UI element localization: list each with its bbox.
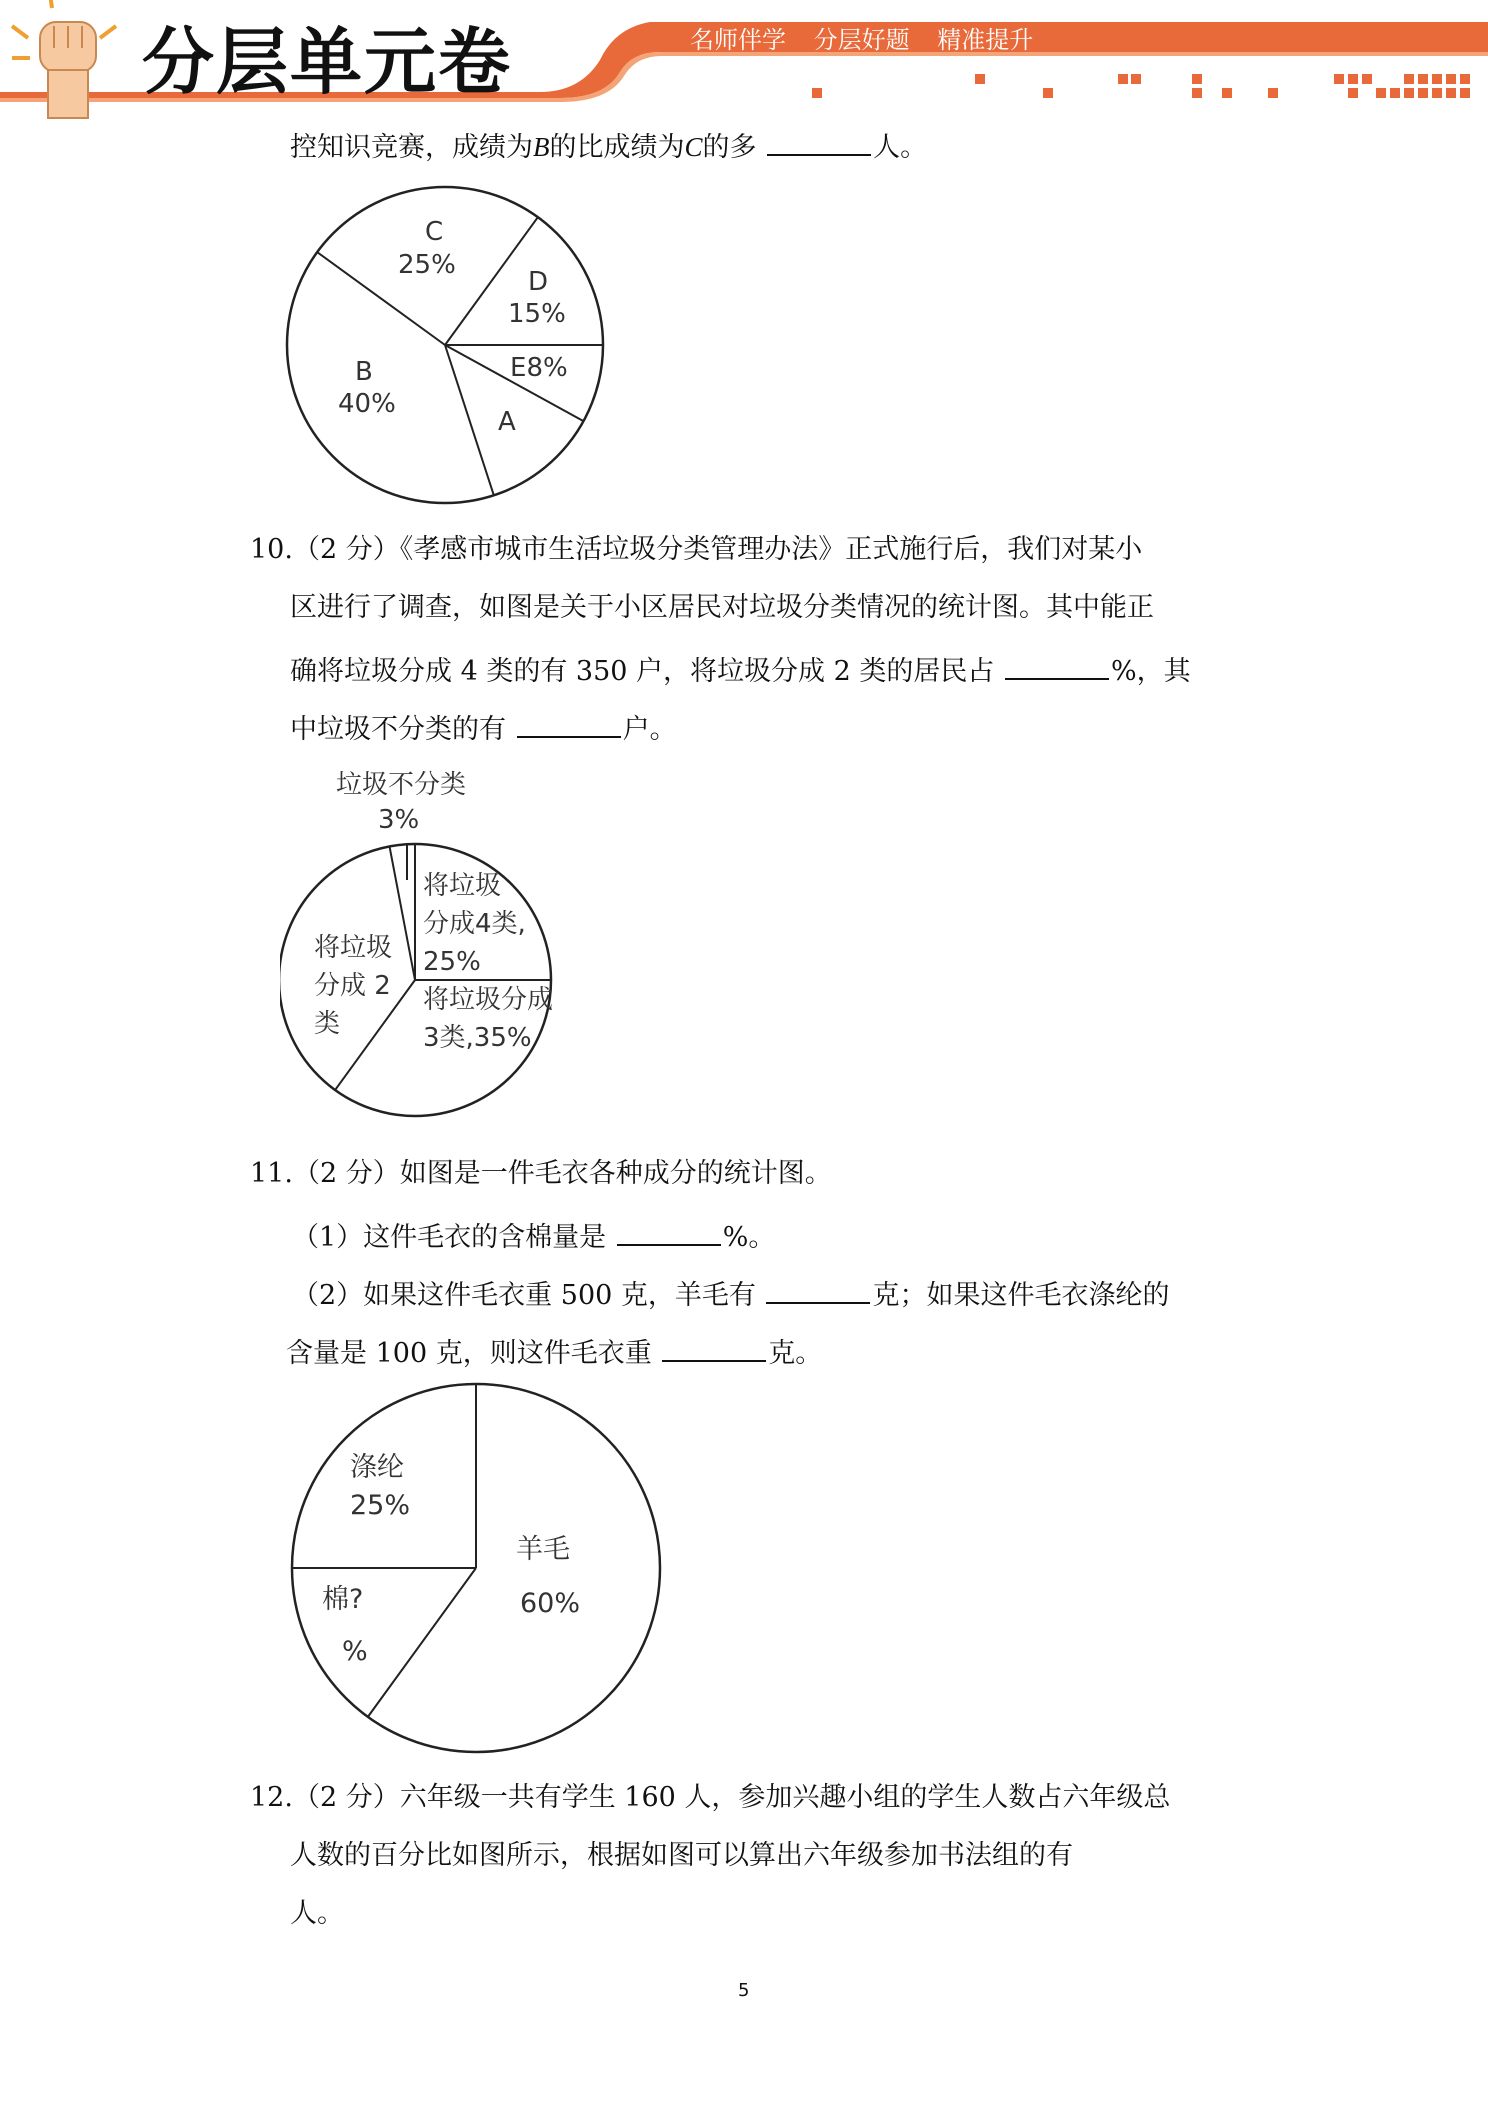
q11-answer-blank-2[interactable] — [766, 1276, 870, 1304]
pie3-label-polyester: 涤纶 — [350, 1452, 404, 1483]
q12-line2: 人数的百分比如图所示，根据如图可以算出六年级参加书法组的有 — [290, 1840, 1073, 1871]
pie2-label-4types-1: 将垃圾 — [423, 871, 502, 901]
q11-answer-blank-1[interactable] — [617, 1218, 721, 1246]
pie2-label-3types-2: 3类,35% — [423, 1023, 532, 1053]
pie2-label-4types-2: 分成4类, — [423, 909, 526, 939]
pie2-label-3types-1: 将垃圾分成 — [423, 985, 554, 1015]
q10-answer-blank-2[interactable] — [517, 710, 621, 738]
q10-line1: 10.（2 分）《孝感市城市生活垃圾分类管理办法》正式施行后，我们对某小 — [250, 534, 1143, 565]
q11-line3-b: 克；如果这件毛衣涤纶的 — [872, 1280, 1170, 1311]
q10-line3-b: %，其 — [1110, 656, 1191, 687]
q11-answer-blank-3[interactable] — [662, 1334, 766, 1362]
q10-line2: 区进行了调查，如图是关于小区居民对垃圾分类情况的统计图。其中能正 — [290, 592, 1154, 623]
q9-var-b: B — [533, 132, 550, 162]
pie2-value-nosort: 3% — [378, 805, 420, 835]
q11-line4 — [286, 1334, 822, 1367]
pie1-value-c: 25% — [398, 250, 456, 280]
pie-chart-grades — [280, 180, 620, 520]
pie3-slice-divider-1 — [368, 1568, 476, 1717]
pie3-value-wool: 60% — [520, 1588, 581, 1619]
pie1-value-b: 40% — [338, 389, 396, 419]
pie1-value-d: 15% — [508, 299, 566, 329]
q9-tail-line — [290, 128, 927, 161]
pie2-label-2types-3: 类 — [314, 1009, 341, 1039]
q10-line4-b: 户。 — [622, 714, 677, 745]
q10-line3 — [290, 652, 1191, 685]
q10-line4-a: 中垃圾不分类的有 — [290, 714, 506, 745]
q9-text-a: 控知识竞赛，成绩为 — [290, 132, 533, 163]
pie-chart-garbage — [280, 760, 600, 1130]
page-header — [0, 0, 1488, 130]
pie1-label-c: C — [425, 217, 444, 247]
header-title: 分层单元卷 — [142, 20, 513, 104]
pie3-value-cotton: % — [342, 1636, 368, 1667]
pie1-label-e: E8% — [510, 353, 568, 383]
pie3-label-wool: 羊毛 — [516, 1534, 570, 1565]
q11-line1: 11.（2 分）如图是一件毛衣各种成分的统计图。 — [250, 1158, 832, 1189]
pie3-label-cotton: 棉? — [322, 1584, 364, 1615]
q9-text-c: 的多 — [702, 132, 757, 163]
pie2-label-4types-3: 25% — [423, 947, 481, 977]
q11-line3 — [292, 1276, 1169, 1309]
q10-answer-blank-1[interactable] — [1005, 652, 1109, 680]
q9-text-d: 人。 — [873, 132, 928, 163]
q12-line1: 12.（2 分）六年级一共有学生 160 人，参加兴趣小组的学生人数占六年级总 — [250, 1782, 1171, 1813]
q11-line4-b: 克。 — [768, 1338, 823, 1369]
q11-line4-a: 含量是 100 克，则这件毛衣重 — [286, 1338, 652, 1369]
pie-chart-sweater — [280, 1380, 670, 1760]
q9-var-c: C — [684, 132, 703, 162]
q9-text-b: 的比成绩为 — [549, 132, 685, 163]
q11-line2-a: （1）这件毛衣的含棉量是 — [292, 1222, 607, 1253]
header-slogan: 名师伴学 分层好题 精准提升 — [690, 26, 1034, 54]
q10-line3-a: 确将垃圾分成 4 类的有 350 户，将垃圾分成 2 类的居民占 — [290, 656, 995, 687]
q10-line4 — [290, 710, 677, 743]
q11-line2-b: %。 — [722, 1222, 776, 1253]
pie2-slice-divider-0 — [390, 846, 415, 980]
q12-line3: 人。 — [290, 1898, 344, 1929]
pie1-label-b: B — [355, 357, 373, 387]
pie3-value-polyester: 25% — [350, 1490, 411, 1521]
q11-line2 — [292, 1218, 775, 1251]
pie2-label-2types-2: 分成 2 — [314, 971, 391, 1001]
page-number: 5 — [738, 1980, 750, 2001]
header-decor-squares — [812, 74, 1470, 98]
q9-answer-blank[interactable] — [767, 128, 871, 156]
pie2-label-2types-1: 将垃圾 — [314, 933, 393, 963]
pie1-label-a: A — [498, 407, 516, 437]
pie2-label-nosort: 垃圾不分类 — [336, 770, 467, 800]
pie1-label-d: D — [528, 267, 549, 297]
q11-line3-a: （2）如果这件毛衣重 500 克，羊毛有 — [292, 1280, 756, 1311]
